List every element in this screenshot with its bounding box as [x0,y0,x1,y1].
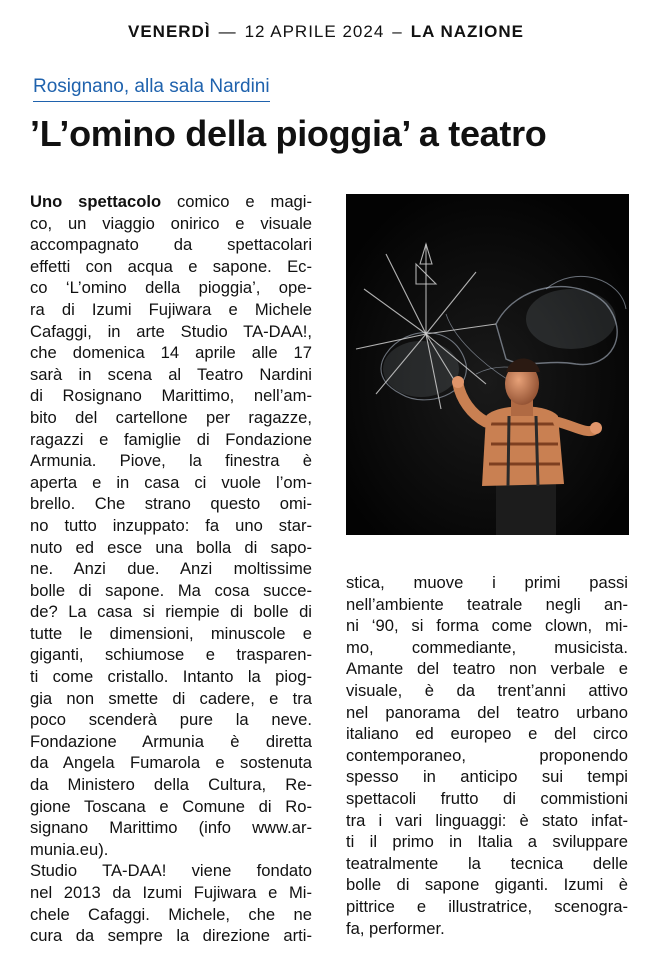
text-line: ti come cristallo. Intanto la piog- [30,667,312,687]
text-line: de? La casa si riempie di bolle di [30,602,312,622]
text-line: effetti con acqua e sapone. Ec- [30,256,312,276]
text-line: poco scenderà pure la neve. [30,710,312,730]
text-line: italiano ed europeo e del circo [346,724,628,744]
text-line: ra di Izumi Fujiwara e Michele [30,299,312,319]
text-line: aperta e in casa ci vuole l’om- [30,472,312,492]
text-line: nuto ed esce una bolla di sapo- [30,537,312,557]
text-line: spettacoli frutto di commistioni [346,788,628,808]
text-line: accompagnato da spettacolari [30,235,312,255]
article-headline: ’L’omino della pioggia’ a teatro [30,113,547,154]
text-line: stica, muove i primi passi [346,573,628,592]
text-line: ne. Anzi due. Anzi moltissime [30,559,312,579]
text-line: ti il primo in Italia a sviluppare [346,832,628,852]
text-line: comico e magi- [161,192,312,211]
text-line: Studio TA-DAA! viene fondato [30,861,312,881]
text-line: di Rosignano Marittimo, nell’am- [30,386,312,406]
text-line: Fondazione Armunia è diretta [30,731,312,751]
article-column-left [30,191,312,947]
text-line: chele Cafaggi. Michele, che ne [30,904,312,924]
text-line: nel panorama del teatro urbano [346,702,628,722]
article-lead: Uno spettacolo [30,192,162,211]
text-line: Armunia. Piove, la finestra è [30,451,312,471]
text-line: visuale, è da trent’anni attivo [346,680,628,700]
text-line: co, un viaggio onirico e visuale [30,213,312,233]
text-line: teatralmente la tecnica delle [346,853,628,873]
text-line: mo, commediante, musicista. [346,637,628,657]
text-line: gia non smette di cadere, e tra [30,688,312,708]
text-line: Cafaggi, in arte Studio TA-DAA!, [30,321,312,341]
text-line: ragazzi e famiglie di Fondazione [30,429,312,449]
text-line: fa, performer. [346,918,445,938]
text-line: contemporaneo, proponendo [346,745,628,765]
text-line: bolle di sapone giganti. Izumi è [346,875,628,895]
article-column-right [346,572,628,939]
text-line: no tutto inzuppato: fa uno star- [30,515,312,535]
text-line: nel 2013 da Izumi Fujiwara e Mi- [30,883,312,902]
text-line: signano Marittimo (info www.ar- [30,818,312,838]
text-line: tutte le dimensioni, minuscole e [30,623,312,643]
masthead: VENERDÌ — 12 APRILE 2024 – LA NAZIONE [127,22,525,41]
text-line: giganti, schiumose e trasparen- [30,645,312,665]
text-line: da Angela Fumarola e sostenuta [30,753,312,773]
text-line: sarà in scena al Teatro Nardini [30,364,312,384]
text-line: brello. Che strano questo omi- [30,494,312,514]
text-line: gione Toscana e Comune di Ro- [30,796,312,816]
text-line: munia.eu). [30,839,109,859]
first-line [30,191,312,213]
text-line: bito del cartellone per ragazze, [30,407,312,427]
text-line: che domenica 14 aprile alle 17 [30,343,312,363]
masthead-date: 12 APRILE 2024 [244,22,385,41]
masthead-paper: LA NAZIONE [410,22,525,41]
article-photo [346,194,629,535]
text-line: Amante del teatro non verbale e [346,659,628,679]
performer-with-umbrella-and-bubbles-image [346,194,629,535]
text-line: spesso in anticipo sui tempi [346,767,628,787]
text-line: ni ‘90, si forma come clown, mi- [346,616,628,636]
text-line: nell’ambiente teatrale negli an- [346,594,628,614]
text-line: da Ministero della Cultura, Re- [30,775,312,795]
text-line: bolle di sapone. Ma cosa succe- [30,580,312,600]
text-line: pittrice e illustratrice, scenogra- [346,896,628,916]
text-line: co ‘L’omino della pioggia’, ope- [30,278,312,298]
masthead-day: VENERDÌ [127,22,211,41]
text-line: tra i vari linguaggi: è stato infat- [346,810,628,830]
text-line: cura da sempre la direzione arti- [30,926,312,946]
article-kicker: Rosignano, alla sala Nardini [33,76,270,102]
